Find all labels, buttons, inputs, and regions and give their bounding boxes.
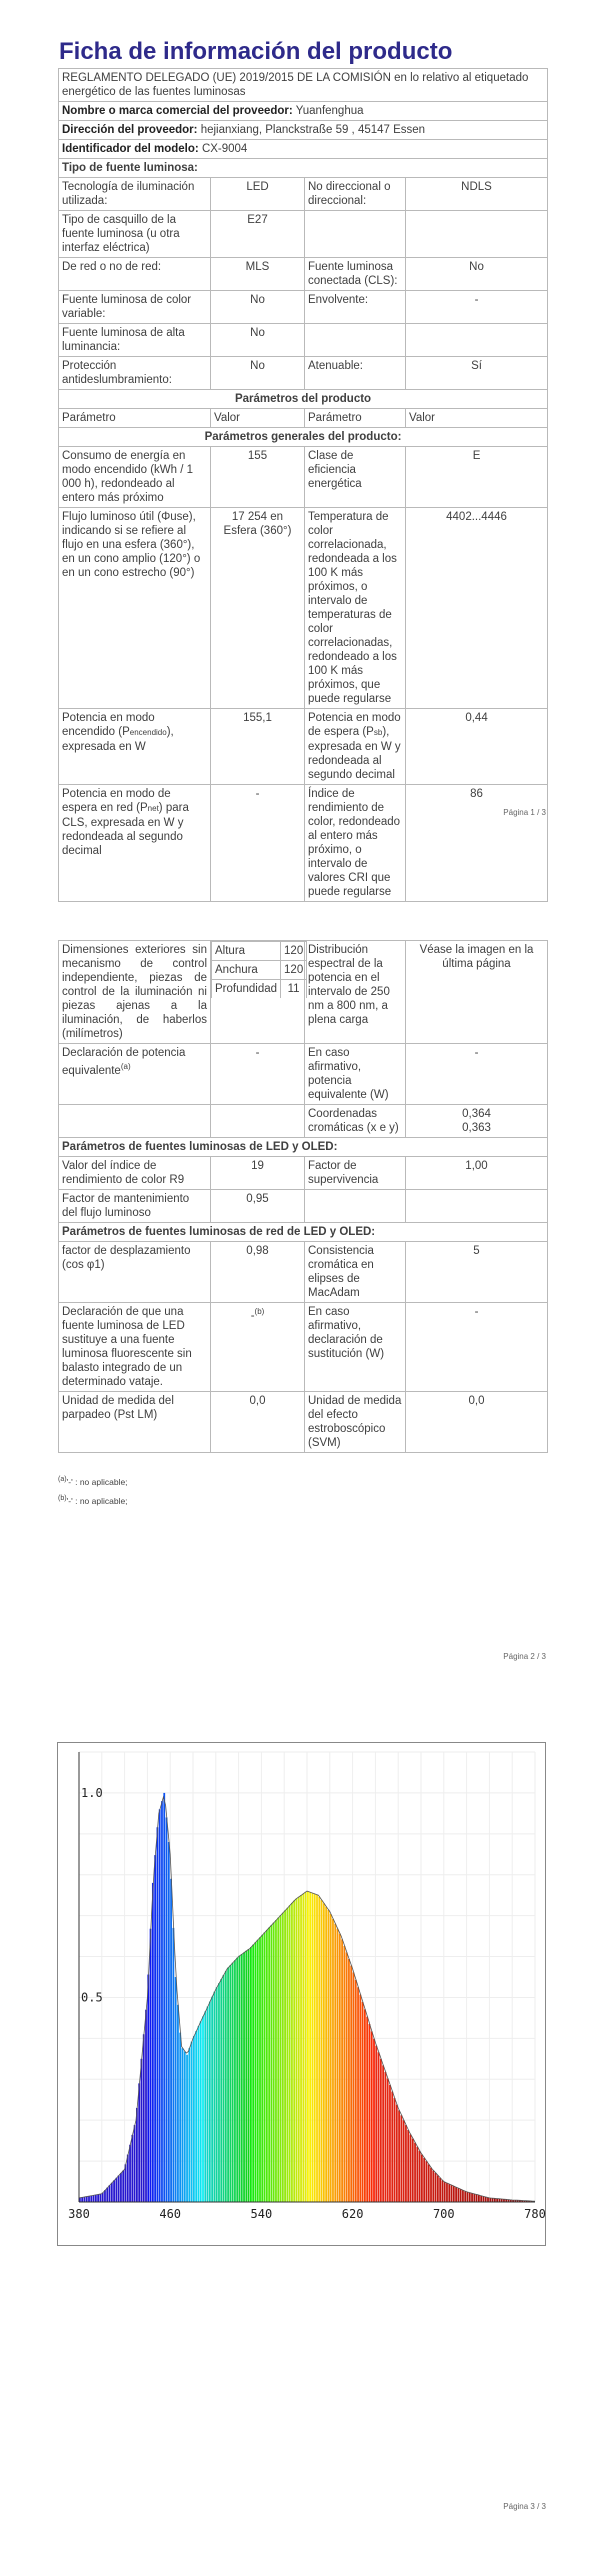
spectrum-bar	[398, 2110, 400, 2202]
spectrum-bar	[182, 2048, 184, 2202]
spectrum-bar	[492, 2198, 494, 2202]
spectrum-bar	[410, 2135, 412, 2203]
spectrum-bar	[252, 1945, 254, 2202]
spectrum-bar	[204, 2011, 206, 2202]
spectrum-bar	[214, 1992, 216, 2202]
spectrum-bar	[489, 2198, 491, 2202]
spectrum-bar	[150, 1929, 152, 2202]
spectrum-bar	[81, 2197, 83, 2202]
spectrum-bar	[163, 1793, 165, 2202]
spectrum-bar	[462, 2190, 464, 2202]
spectrum-bar	[134, 2125, 136, 2202]
spectrum-bar	[257, 1940, 259, 2202]
spectrum-bar	[334, 1924, 336, 2202]
spectrum-bar	[396, 2105, 398, 2202]
spectrum-bar	[200, 2021, 202, 2202]
page-1	[0, 0, 603, 898]
spectrum-bar	[385, 2072, 387, 2202]
spectrum-bar	[453, 2186, 455, 2202]
x-tick-label: 380	[68, 2207, 90, 2221]
spectrum-bar	[195, 2031, 197, 2202]
spectrum-bar	[298, 1897, 300, 2202]
spectrum-bar	[318, 1897, 320, 2202]
spectrum-bar	[225, 1971, 227, 2202]
spectrum-bar	[473, 2194, 475, 2202]
spectrum-bar	[170, 1879, 172, 2202]
page-3	[0, 1700, 603, 2560]
spectrum-bar	[416, 2147, 418, 2202]
spectrum-bar	[325, 1907, 327, 2202]
spectrum-bar	[476, 2195, 478, 2202]
spectrum-bar	[382, 2065, 384, 2202]
spectrum-bar	[232, 1963, 234, 2202]
supplier-row: Nombre o marca comercial del proveedor: Yuanfenghua	[59, 102, 548, 121]
spectrum-bar	[478, 2195, 480, 2202]
spectrum-bar	[229, 1965, 231, 2202]
spectrum-bar	[220, 1979, 222, 2202]
spectrum-bar	[341, 1939, 343, 2202]
spectrum-bar	[218, 1983, 220, 2202]
spectrum-bar	[442, 2180, 444, 2202]
spectrum-bar	[451, 2185, 453, 2202]
spectrum-bar	[268, 1928, 270, 2203]
spectrum-bar	[198, 2026, 200, 2202]
spectrum-bar	[403, 2120, 405, 2202]
y-tick-label: 0.5	[81, 1990, 103, 2005]
spectrum-bar	[88, 2196, 90, 2202]
spectrum-bar	[266, 1930, 268, 2202]
spectrum-bar	[412, 2139, 414, 2202]
spectrum-bar	[84, 2197, 86, 2202]
spectrum-bar	[485, 2197, 487, 2202]
spectrum-bar	[106, 2188, 108, 2202]
table-row: Flujo luminoso útil (Φuse), indicando si se refiere al flujo en una esfera (360°), en un cono amplio (120°) o en un cono estrecho (90°) 17 254 en Esfera (360°) Temperatura de color correlacionada, redondeada a los 100 K más próximos, o intervalo de temperaturas de color correlacionadas, redondeado a los 100 K más próximos, que puede regularse 4402...4446	[59, 508, 548, 709]
spectrum-bar	[138, 2083, 140, 2202]
table-row: Valor del índice de rendimiento de color R9 19 Factor de supervivencia 1,00	[59, 1157, 548, 1190]
spectrum-bar	[300, 1895, 302, 2202]
spectrum-bar	[366, 2017, 368, 2202]
mains-led-header: Parámetros de fuentes luminosas de red de LED y OLED:	[59, 1223, 548, 1242]
spectrum-bar	[371, 2031, 373, 2202]
spectrum-bar	[122, 2171, 124, 2203]
spectrum-bar	[216, 1987, 218, 2202]
spectrum-bar	[236, 1958, 238, 2202]
spectrum-bar	[280, 1915, 282, 2202]
spectrum-bar	[460, 2189, 462, 2202]
spectrum-bar	[175, 1977, 177, 2202]
spectrum-bar	[172, 1928, 174, 2202]
address-row: Dirección del proveedor: hejianxiang, Planckstraße 59 , 45147 Essen	[59, 121, 548, 140]
spectrum-bar	[457, 2188, 459, 2202]
table-row: Coordenadas cromáticas (x e y) 0,364 0,363	[59, 1105, 548, 1138]
spectrum-bar	[188, 2048, 190, 2202]
spectrum-bar	[136, 2108, 138, 2202]
table-row: Declaración de potencia equivalente$^{(a)}$ - En caso afirmativo, potencia equivalente (W) -	[59, 1044, 548, 1105]
spectrum-bar	[321, 1900, 323, 2202]
spectrum-bar	[307, 1892, 309, 2203]
spectrum-bar	[184, 2051, 186, 2202]
spectrum-bar	[369, 2024, 371, 2202]
table-row: Protección antideslumbramiento: No Atenuable: Sí	[59, 357, 548, 390]
spectrum-bar	[97, 2194, 99, 2202]
spectrum-bar	[423, 2158, 425, 2202]
spectrum-bar	[357, 1987, 359, 2202]
x-tick-label: 460	[159, 2207, 182, 2221]
spectrum-bar	[157, 1827, 159, 2202]
spectrum-bar	[337, 1929, 339, 2202]
spectrum-bar	[275, 1920, 277, 2202]
dimensions-table: Altura 120 Anchura 120 Profundidad 11	[211, 941, 307, 998]
spectrum-bar	[227, 1968, 229, 2202]
spectrum-bar	[332, 1919, 334, 2202]
spectrum-bar	[166, 1817, 168, 2202]
table-row: Declaración de que una fuente luminosa de LED sustituye a una fuente luminosa fluorescente sin balasto integrado de un determinado vataje. -$^{(b)}$ En caso afirmativo, declaración de sustitución (W) -	[59, 1303, 548, 1392]
table-row: Tecnología de iluminación utilizada: LED No direccional o direccional: NDLS	[59, 178, 548, 211]
spectrum-bar	[223, 1975, 225, 2202]
spectrum-bar	[241, 1954, 243, 2202]
spectrum-bar	[305, 1892, 307, 2202]
spectrum-bar	[93, 2195, 95, 2202]
table-row: Fuente luminosa de alta luminancia: No	[59, 324, 548, 357]
spectrum-bar	[234, 1960, 236, 2202]
spectrum-bar	[271, 1925, 273, 2202]
spectrum-bar	[186, 2055, 188, 2202]
regulation-text: REGLAMENTO DELEGADO (UE) 2019/2015 DE LA COMISIÓN en lo relativo al etiquetado energético de las fuentes luminosas	[59, 69, 548, 102]
spectrum-bar	[364, 2009, 366, 2202]
spectrum-bar	[100, 2194, 102, 2202]
table-row: Factor de mantenimiento del flujo luminoso 0,95	[59, 1190, 548, 1223]
spectrum-bar	[207, 2006, 209, 2202]
spectrum-bar	[248, 1949, 250, 2202]
footnotes	[58, 1471, 128, 1509]
source-type-heading: Tipo de fuente luminosa:	[59, 159, 548, 178]
spectrum-bar	[143, 2034, 145, 2202]
spectrum-bar	[444, 2182, 446, 2202]
page-number: Página 2 / 3	[503, 1652, 546, 1661]
spectrum-bar	[419, 2151, 421, 2202]
spectrum-bar	[414, 2143, 416, 2202]
spectrum-bar	[131, 2135, 133, 2202]
spectrum-bar	[86, 2196, 88, 2202]
spectrum-bar	[437, 2175, 439, 2202]
spectrum-bar	[291, 1903, 293, 2202]
spectrum-bar	[426, 2161, 428, 2202]
spectrum-bar	[314, 1894, 316, 2202]
spectrum-bar	[362, 2002, 364, 2202]
spectrum-bar	[145, 2010, 147, 2202]
spectrum-bar	[264, 1932, 266, 2202]
spectrum-bar	[120, 2173, 122, 2202]
table-row: factor de desplazamiento (cos φ1) 0,98 Consistencia cromática en elipses de MacAdam 5	[59, 1242, 548, 1303]
spectrum-bar	[446, 2183, 448, 2202]
spectrum-bar	[273, 1923, 275, 2202]
spectrum-bar	[483, 2196, 485, 2202]
spectrum-bar	[109, 2185, 111, 2202]
spectrum-bar	[289, 1905, 291, 2202]
spectrum-bar	[346, 1952, 348, 2202]
footnote-a: $^{(a)}$'-' : no aplicable;	[58, 1475, 128, 1487]
spectrum-bar	[125, 2164, 127, 2202]
spectrum-bar	[316, 1895, 318, 2202]
spectrum-bar	[152, 1883, 154, 2202]
page-number: Página 3 / 3	[503, 2502, 546, 2511]
spectrum-bar	[421, 2155, 423, 2202]
spectrum-bar	[405, 2125, 407, 2202]
spectrum-bar	[293, 1901, 295, 2203]
spectrum-bar	[464, 2191, 466, 2202]
spectrum-bar	[261, 1935, 263, 2202]
product-info-table	[58, 68, 548, 902]
spectrum-bar	[400, 2115, 402, 2202]
spectrum-bar	[129, 2145, 131, 2202]
page-title: Ficha de información del producto	[59, 38, 453, 65]
y-tick-label: 1.0	[81, 1785, 103, 1800]
spectrum-bar	[353, 1973, 355, 2203]
spectrum-bar	[309, 1892, 311, 2202]
spectrum-bar	[469, 2193, 471, 2202]
spectrum-bar	[286, 1908, 288, 2202]
spectrum-bar	[168, 1842, 170, 2202]
spectrum-bar	[359, 1995, 361, 2202]
spectrum-bar	[115, 2178, 117, 2202]
spectrum-bar	[378, 2052, 380, 2202]
spectrum-bar	[255, 1942, 257, 2202]
spectral-chart	[57, 1742, 546, 2246]
spectrum-bar	[193, 2036, 195, 2202]
table-row: De red o no de red: MLS Fuente luminosa conectada (CLS): No	[59, 258, 548, 291]
spectrum-bar	[496, 2199, 498, 2202]
table-row: Consumo de energía en modo encendido (kWh / 1 000 h), redondeado al entero más próximo 155 Clase de eficiencia energética E	[59, 447, 548, 508]
spectrum-bar	[209, 2002, 211, 2202]
spectrum-bar	[302, 1894, 304, 2202]
spectrum-bar	[179, 2033, 181, 2202]
spectrum-bar	[154, 1855, 156, 2202]
spectrum-bar	[323, 1903, 325, 2202]
led-header: Parámetros de fuentes luminosas de LED y OLED:	[59, 1138, 548, 1157]
spectrum-bar	[330, 1914, 332, 2202]
spectrum-bar	[191, 2042, 193, 2202]
spectrum-bar	[127, 2155, 129, 2202]
spectrum-bar	[147, 1975, 149, 2202]
spectrum-bar	[111, 2183, 113, 2202]
spectrum-bar	[239, 1956, 241, 2202]
spectrum-bar	[211, 1997, 213, 2202]
spectrum-bar	[448, 2184, 450, 2202]
spectrum-bar	[467, 2192, 469, 2202]
spectrum-bar	[141, 2059, 143, 2202]
product-info-table-continued	[58, 940, 548, 1453]
spectrum-bar	[104, 2190, 106, 2202]
spectrum-bar	[339, 1934, 341, 2202]
footnote-b: $^{(b)}$'-' : no aplicable;	[58, 1493, 128, 1506]
spectrum-bar	[245, 1951, 247, 2202]
params-header: Parámetros del producto	[59, 390, 548, 409]
spectrum-bar	[159, 1809, 161, 2202]
spectrum-bar	[487, 2198, 489, 2202]
spectrum-bar	[471, 2193, 473, 2202]
spectrum-bar	[432, 2171, 434, 2203]
spectrum-bar	[328, 1910, 330, 2202]
table-row: Fuente luminosa de color variable: No Envolvente: -	[59, 291, 548, 324]
spectrum-bar	[480, 2196, 482, 2202]
spectrum-bar	[177, 2005, 179, 2202]
table-row: Dimensiones exteriores sin mecanismo de control independiente, piezas de control de la iluminación ni piezas ajenas a la iluminación, de haberlos (milímetros) Altura 120 Anchura 120 Profundidad 11 Distribución espectral de la potencia en el intervalo de 250 nm a 800 nm, a plena carga Véase la imagen en la última página	[59, 941, 548, 1044]
x-tick-label: 780	[524, 2207, 546, 2221]
spectrum-bar	[202, 2016, 204, 2202]
x-tick-label: 700	[432, 2207, 455, 2221]
spectrum-bar	[455, 2187, 457, 2202]
x-tick-label: 540	[250, 2207, 273, 2221]
page-number: Página 1 / 3	[503, 808, 546, 817]
spectrum-bar	[355, 1980, 357, 2202]
table-row: Potencia en modo encendido (Pencendido), expresada en W 155,1 Potencia en modo de espera (Psb), expresada en W y redondeada al segundo decimal 0,44	[59, 709, 548, 785]
spectrum-bar	[391, 2092, 393, 2202]
spectrum-bar	[407, 2130, 409, 2202]
spectrum-bar	[375, 2046, 377, 2202]
spectrum-bar	[389, 2085, 391, 2202]
spectrum-bar	[259, 1937, 261, 2202]
spectrum-bar	[439, 2178, 441, 2202]
spectrum-bar	[343, 1946, 345, 2202]
model-row: Identificador del modelo: CX-9004	[59, 140, 548, 159]
spectrum-bar	[282, 1913, 284, 2202]
spectrum-bar	[161, 1801, 163, 2202]
spectrum-bar	[387, 2078, 389, 2202]
spectrum-bar	[380, 2059, 382, 2202]
spectrum-bar	[373, 2039, 375, 2202]
table-row: Unidad de medida del parpadeo (Pst LM) 0,0 Unidad de medida del efecto estroboscópico (SVM) 0,0	[59, 1392, 548, 1453]
page-2	[0, 880, 603, 1680]
x-tick-label: 620	[341, 2207, 364, 2221]
spectrum-bar	[430, 2168, 432, 2202]
spectrum-bar	[284, 1910, 286, 2202]
spectrum-bar	[113, 2180, 115, 2202]
table-row: Tipo de casquillo de la fuente luminosa (u otra interfaz eléctrica) E27	[59, 211, 548, 258]
column-header-row: Parámetro Valor Parámetro Valor	[59, 409, 548, 428]
spectrum-bar	[394, 2098, 396, 2202]
general-header: Parámetros generales del producto:	[59, 428, 548, 447]
spectrum-bar	[95, 2195, 97, 2202]
spectrum-bar	[277, 1918, 279, 2202]
spectrum-bar	[435, 2173, 437, 2202]
spectrum-bar	[90, 2196, 92, 2202]
spectrum-bar	[296, 1898, 298, 2202]
spectrum-bar	[494, 2198, 496, 2202]
spectrum-bar	[118, 2175, 120, 2202]
spectrum-bar	[348, 1959, 350, 2202]
spectrum-bar	[428, 2164, 430, 2202]
spectrum-bar	[312, 1893, 314, 2202]
table-row: Potencia en modo de espera en red (Pnet) para CLS, expresada en W y redondeada al segundo decimal - Índice de rendimiento de color, redondeado al entero más próximo, o intervalo de valores CRI que puede regularse 86	[59, 785, 548, 902]
spectrum-bar	[350, 1966, 352, 2202]
spectrum-bar	[250, 1947, 252, 2202]
spectrum-bar	[243, 1952, 245, 2202]
